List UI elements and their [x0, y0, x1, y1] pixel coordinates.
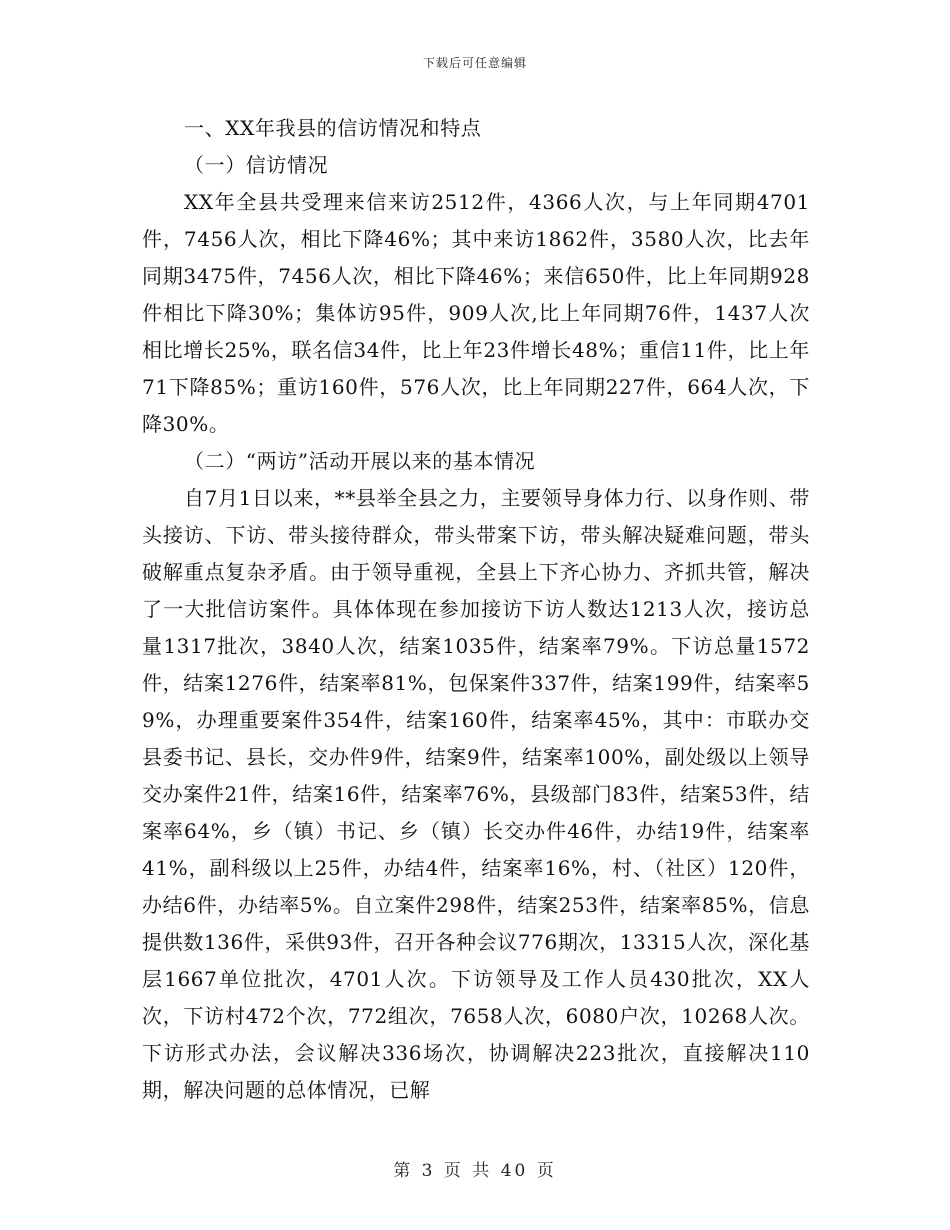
section-heading: 一、XX年我县的信访情况和特点	[184, 116, 482, 140]
paragraph-petition-statistics: XX年全县共受理来信来访2512件，4366人次，与上年同期4701件，7456人次，相比下降46%；其中来访1862件，3580人次，比去年同期3475件，7456人次，相比下降46%；来信650件，比上年同期928件相比下降30%；集体访95件，909人次,比上年同期76件，1437人次相比增长25%，联名信34件，比上年23件增长48%；重信11件，比上年71下降85%；重访160件，576人次，比上年同期227件，664人次，下降30%。	[142, 190, 810, 436]
page-number-footer: 第 3 页 共 40 页	[393, 1161, 557, 1181]
paragraph-two-visits-details: 自7月1日以来，**县举全县之力，主要领导身体力行、以身作则、带头接访、下访、带头接待群众，带头带案下访，带头解决疑难问题，带头破解重点复杂矛盾。由于领导重视，全县上下齐心协力、齐抓共管，解决了一大批信访案件。具体体现在参加接访下访人数达1213人次，接访总量1317批次，3840人次，结案1035件，结案率79%。下访总量1572件，结案1276件，结案率81%，包保案件337件，结案199件，结案率59%，办理重要案件354件，结案160件，结案率45%，其中：市联办交县委书记、县长，交办件9件，结案9件，结案率100%，副处级以上领导交办案件21件，结案16件，结案率76%，县级部门83件，结案53件，结案率64%，乡（镇）书记、乡（镇）长交办件46件，办结19件，结案率41%，副科级以上25件，办结4件，结案率16%，村、（社区）120件，办结6件，办结率5%。自立案件298件，结案253件，结案率85%，信息提供数136件，采供93件，召开各种会议776期次，13315人次，深化基层1667单位批次，4701人次。下访领导及工作人员430批次，XX人次，下访村472个次，772组次，7658人次，6080户次，10268人次。下访形式办法，会议解决336场次，协调解决223批次，直接解决110期，解决问题的总体情况，已解	[142, 486, 810, 1102]
subsection-heading-two-visits: （二）“两访”活动开展以来的基本情况	[184, 449, 536, 473]
document-body	[142, 110, 810, 1109]
subsection-heading-petition-situation: （一）信访情况	[184, 153, 329, 177]
page-header-note: 下载后可任意编辑	[422, 56, 527, 70]
